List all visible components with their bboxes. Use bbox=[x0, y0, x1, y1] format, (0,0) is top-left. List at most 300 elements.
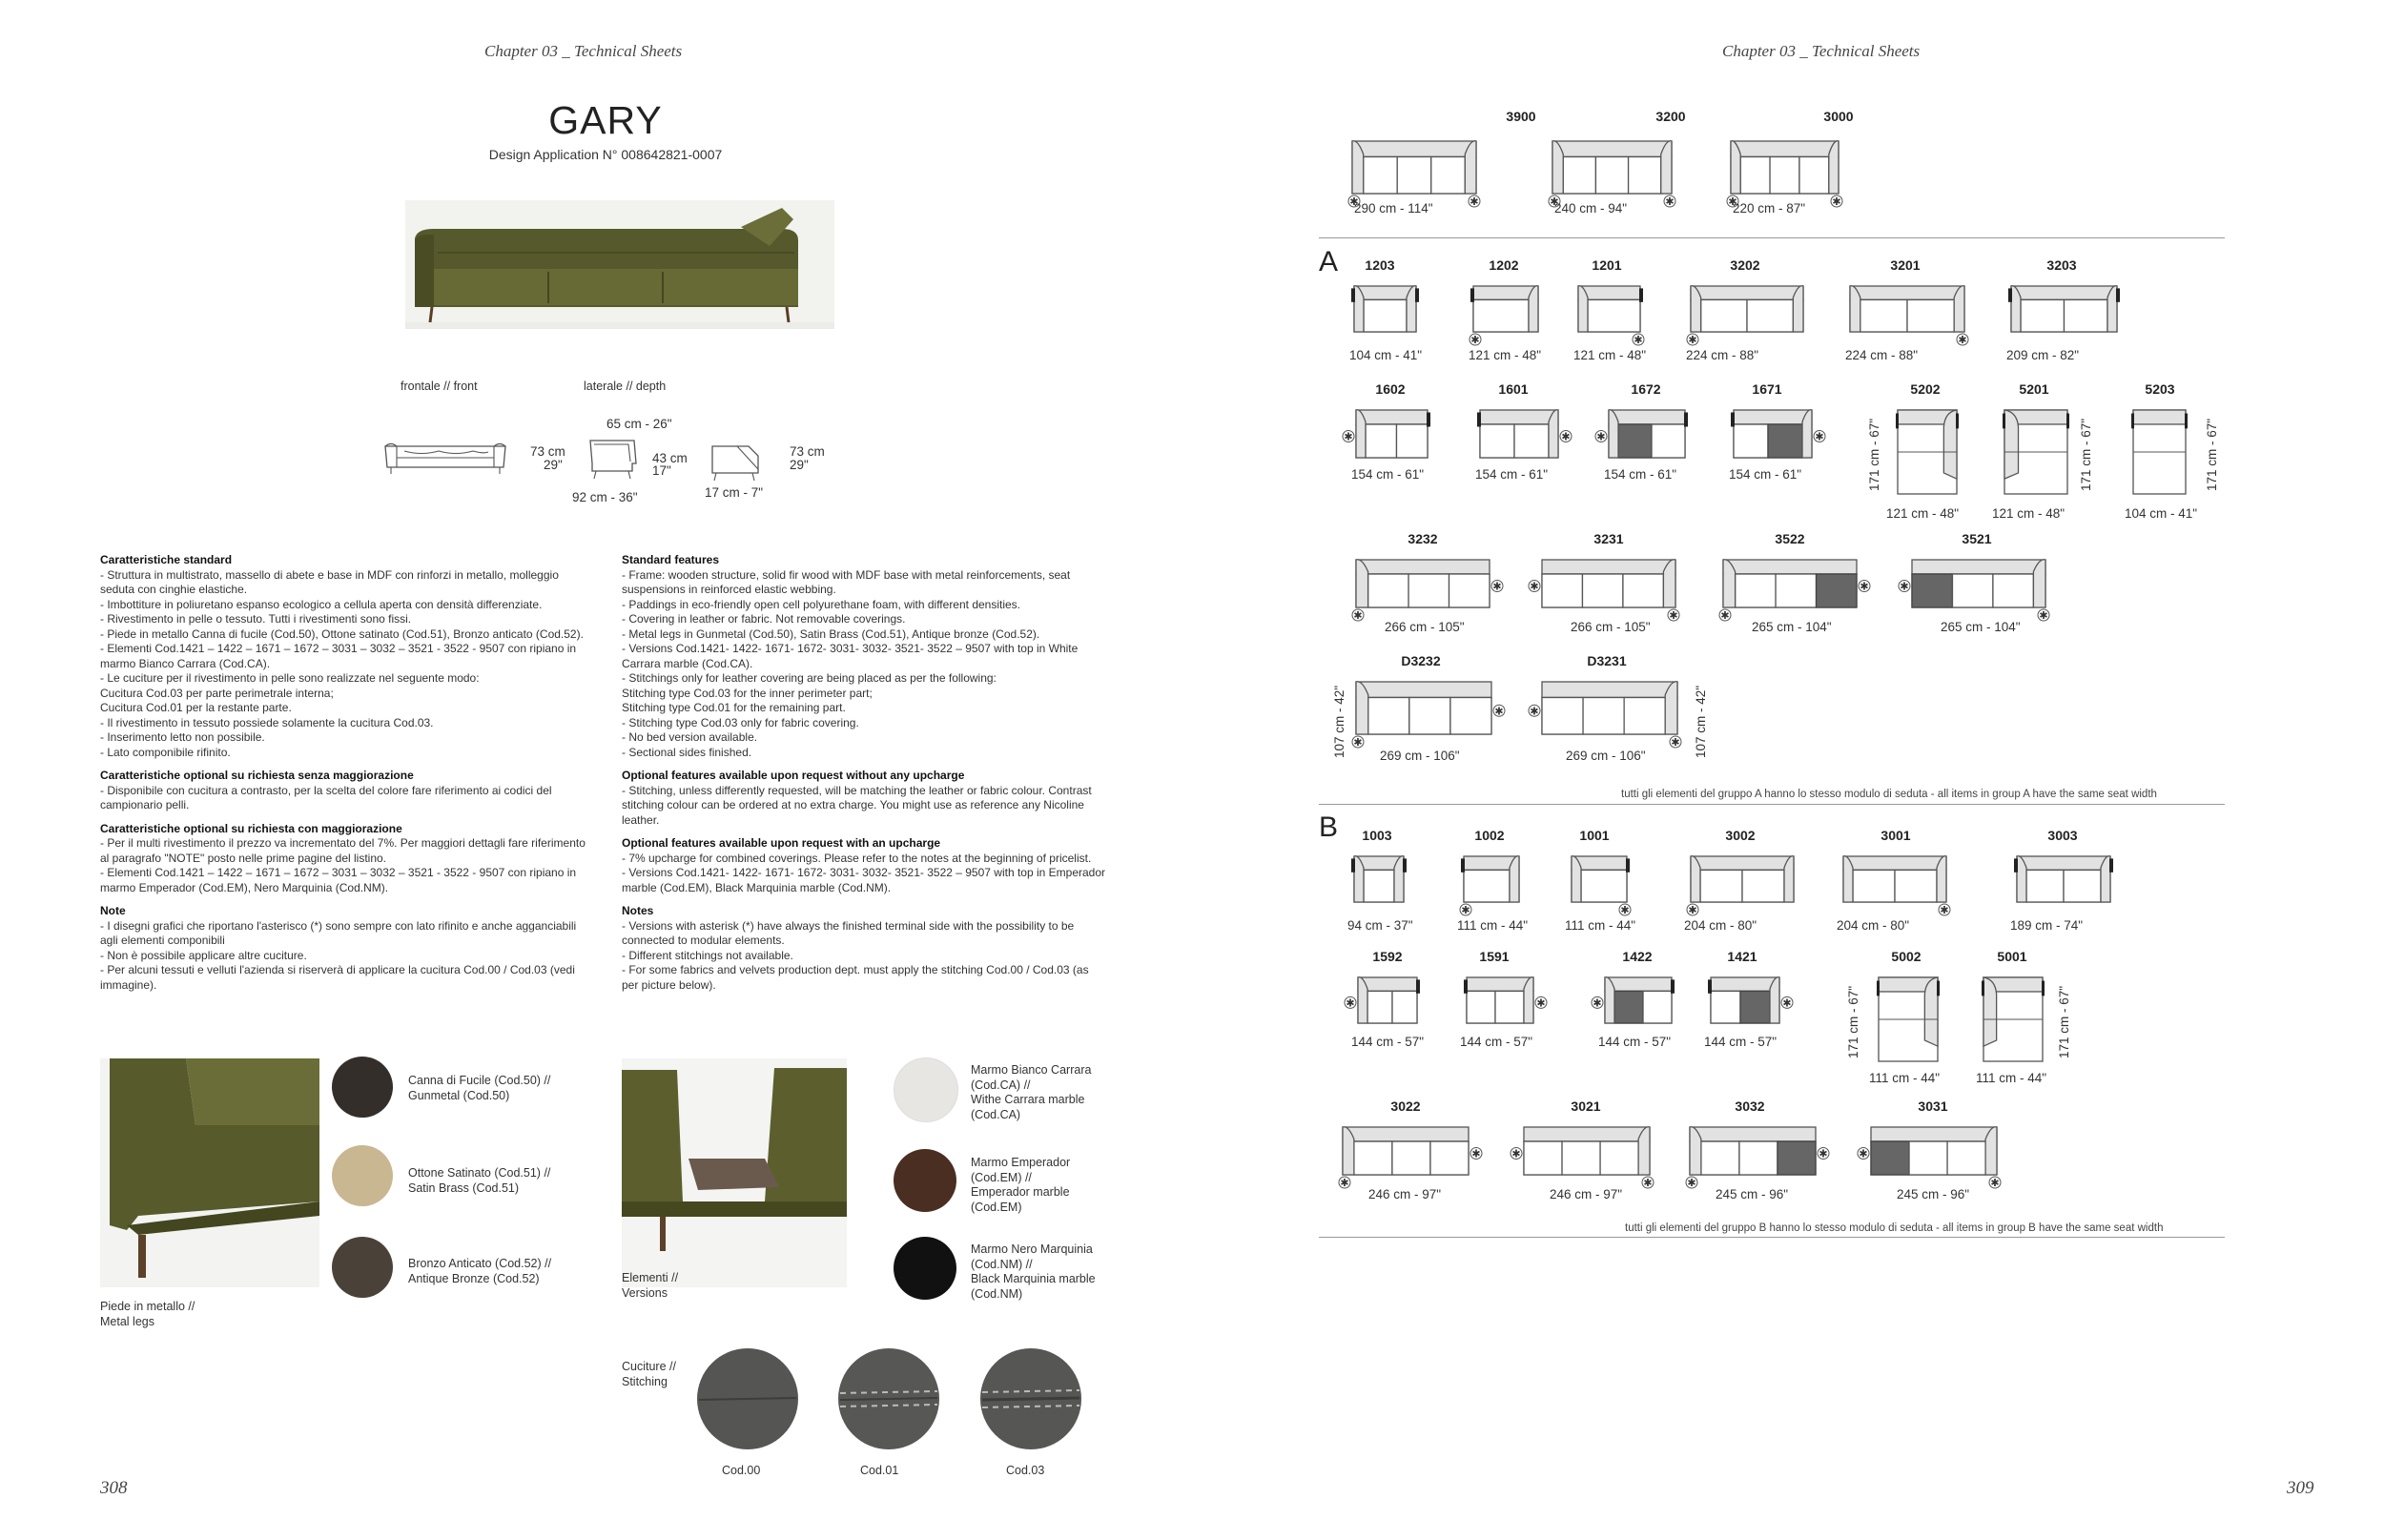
module-code: 1422 bbox=[1622, 949, 1653, 964]
asterisk-icon bbox=[1352, 609, 1364, 622]
svg-text:✱: ✱ bbox=[1349, 195, 1359, 208]
page-number-left: 308 bbox=[100, 1478, 128, 1498]
module-dim: 144 cm - 57" bbox=[1460, 1035, 1533, 1049]
spec-line: - Versions Cod.1421- 1422- 1671- 1672- 3031- 3032- 3521- 3522 – 9507 with top in White Carrara marble (Cod.CA). bbox=[622, 642, 1079, 670]
asterisk-icon bbox=[1345, 996, 1356, 1009]
swatch-marquinia bbox=[894, 1237, 956, 1300]
spec-line: - Inserimento letto non possibile. bbox=[100, 730, 265, 744]
asterisk-icon bbox=[1460, 904, 1471, 916]
module-dim: 121 cm - 48" bbox=[1992, 506, 2065, 521]
asterisk-icon bbox=[1670, 736, 1681, 749]
stitch-code-00: Cod.00 bbox=[722, 1464, 761, 1477]
asterisk-icon bbox=[1668, 609, 1679, 622]
spec-line: - Frame: wooden structure, solid fir wood with MDF base with metal reinforcements, seat suspensions in reinforced elastic webbing. bbox=[622, 567, 1071, 596]
module-code: 5002 bbox=[1891, 949, 1922, 964]
group-a-note: tutti gli elementi del gruppo A hanno lo stesso modulo di seduta - all items in group A have the same seat width bbox=[1621, 789, 2157, 800]
module-dim: 111 cm - 44" bbox=[1457, 918, 1529, 933]
divider-b bbox=[1319, 1237, 2225, 1238]
svg-text:✱: ✱ bbox=[1669, 609, 1678, 622]
svg-text:✱: ✱ bbox=[1688, 904, 1697, 916]
svg-text:✱: ✱ bbox=[1728, 195, 1737, 208]
module-3021-drawing bbox=[1511, 1114, 1663, 1188]
svg-text:✱: ✱ bbox=[1634, 334, 1643, 346]
it-note-title: Note bbox=[100, 904, 126, 917]
label-antique-bronze: Bronzo Anticato (Cod.52) // Antique Bronze (Cod.52) bbox=[408, 1257, 552, 1285]
en-standard-list bbox=[622, 568, 1108, 761]
svg-text:✱: ✱ bbox=[1671, 736, 1680, 749]
asterisk-icon bbox=[1939, 904, 1950, 916]
module-5203-drawing bbox=[2120, 397, 2199, 507]
module-dim: 220 cm - 87" bbox=[1733, 201, 1806, 216]
asterisk-icon bbox=[1511, 1148, 1522, 1160]
module-dim: 265 cm - 104" bbox=[1941, 620, 2021, 634]
asterisk-icon bbox=[1818, 1148, 1829, 1160]
depth-view-drawing bbox=[586, 435, 640, 483]
module-3522-drawing bbox=[1710, 546, 1870, 621]
module-3231-drawing bbox=[1529, 546, 1689, 621]
svg-text:✱: ✱ bbox=[1687, 1177, 1696, 1189]
view-front-label: frontale // front bbox=[401, 380, 478, 393]
sofa-hero-image bbox=[405, 200, 834, 329]
module-dim: 189 cm - 74" bbox=[2010, 918, 2084, 933]
asterisk-icon bbox=[1687, 334, 1698, 346]
versions-photo bbox=[622, 1058, 847, 1287]
asterisk-icon bbox=[1957, 334, 1968, 346]
en-opt-free-title: Optional features available upon request without any upcharge bbox=[622, 769, 965, 782]
spec-line: - Different stitchings not available. bbox=[622, 948, 793, 962]
module-1003-drawing bbox=[1341, 843, 1417, 915]
svg-text:✱: ✱ bbox=[2039, 609, 2048, 622]
spec-line: - Elementi Cod.1421 – 1422 – 1671 – 1672 – 3031 – 3032 – 3521 - 3522 - 9507 con ripiano in marmo Emperador (Cod.EM), Nero Marquinia (Cod.NM). bbox=[100, 866, 577, 894]
module-dim: 224 cm - 88" bbox=[1845, 348, 1919, 362]
asterisk-icon bbox=[1831, 195, 1842, 208]
spec-line: - For some fabrics and velvets production dept. must apply the stitching Cod.00 / Cod.03 (as per picture below). bbox=[622, 963, 1089, 992]
module-3232-drawing bbox=[1343, 546, 1503, 621]
swatch-emperador bbox=[894, 1149, 956, 1212]
asterisk-icon bbox=[1352, 736, 1364, 749]
svg-text:✱: ✱ bbox=[1900, 580, 1909, 593]
asterisk-icon bbox=[1719, 609, 1731, 622]
asterisk-icon bbox=[1469, 334, 1481, 346]
module-5201-drawing bbox=[1991, 397, 2081, 507]
it-standard-title: Caratteristiche standard bbox=[100, 553, 233, 566]
spec-line: - Non è possibile applicare altre cuciture. bbox=[100, 948, 307, 962]
asterisk-icon bbox=[1619, 904, 1631, 916]
design-application: Design Application N° 008642821-0007 bbox=[488, 147, 723, 162]
it-opt-paid-list bbox=[100, 836, 591, 895]
spec-line: - I disegni grafici che riportano l'asterisco (*) sono sempre con lato rifinito e anche agganciabili agli elementi componibili bbox=[100, 918, 577, 947]
svg-text:✱: ✱ bbox=[1344, 430, 1353, 443]
dim-depth: 92 cm - 36" bbox=[572, 490, 638, 504]
module-1601-drawing bbox=[1467, 397, 1572, 471]
module-code: 3522 bbox=[1775, 531, 1805, 546]
en-opt-paid-list bbox=[622, 852, 1108, 896]
asterisk-icon bbox=[1899, 581, 1910, 593]
asterisk-icon bbox=[1989, 1177, 2001, 1189]
arm-view-drawing bbox=[709, 441, 762, 484]
module-1592-drawing bbox=[1345, 964, 1430, 1037]
spec-line: - Stitching, unless differently requested, will be matching the leather or fabric colour. Contrast stitching colour can be ordered at no extra charge. You might use as reference any Nicoline leather. bbox=[622, 783, 1092, 827]
module-5202-drawing bbox=[1884, 397, 1970, 507]
module-code: 1201 bbox=[1592, 257, 1622, 273]
svg-text:✱: ✱ bbox=[1819, 1147, 1828, 1160]
dim-height-a2: 29" bbox=[544, 458, 563, 472]
svg-text:✱: ✱ bbox=[1471, 1147, 1481, 1160]
legs-caption: Piede in metallo // Metal legs bbox=[100, 1300, 195, 1328]
english-specs bbox=[622, 553, 1108, 1001]
spec-line: - Imbottiture in poliuretano espanso ecologico a cellula aperta con densità differenziate. bbox=[100, 597, 543, 611]
module-1001-drawing bbox=[1558, 843, 1640, 915]
svg-text:✱: ✱ bbox=[1593, 996, 1602, 1010]
module-dim: 269 cm - 106" bbox=[1566, 749, 1646, 763]
module-dim: 204 cm - 80" bbox=[1837, 918, 1910, 933]
asterisk-icon bbox=[1343, 431, 1354, 443]
svg-text:✱: ✱ bbox=[1596, 430, 1606, 443]
svg-text:✱: ✱ bbox=[1782, 996, 1792, 1010]
module-1202-drawing bbox=[1460, 273, 1552, 345]
spec-line: - Paddings in eco-friendly open cell polyurethane foam, with different densities. bbox=[622, 597, 1021, 611]
module-code: 3003 bbox=[2047, 828, 2078, 843]
svg-text:✱: ✱ bbox=[1958, 334, 1967, 346]
module-3000-drawing bbox=[1717, 128, 1852, 207]
swatch-antique-bronze bbox=[332, 1237, 393, 1298]
front-view-drawing bbox=[383, 439, 507, 477]
spec-line: - Metal legs in Gunmetal (Cod.50), Satin Brass (Cod.51), Antique bronze (Cod.52). bbox=[622, 626, 1040, 641]
asterisk-icon bbox=[1859, 581, 1870, 593]
spec-line: Stitching type Cod.01 for the remaining part. bbox=[622, 701, 846, 714]
svg-text:✱: ✱ bbox=[1461, 904, 1470, 916]
module-dim: 154 cm - 61" bbox=[1729, 467, 1802, 482]
module-vdim: 171 cm - 67" bbox=[2057, 985, 2071, 1058]
module-dim: 269 cm - 106" bbox=[1380, 749, 1460, 763]
module-dim: 154 cm - 61" bbox=[1475, 467, 1549, 482]
svg-text:✱: ✱ bbox=[1353, 736, 1363, 749]
page-number-right: 309 bbox=[2287, 1478, 2314, 1498]
module-dim: 111 cm - 44" bbox=[1869, 1071, 1941, 1085]
it-opt-free-title: Caratteristiche optional su richiesta senza maggiorazione bbox=[100, 769, 414, 782]
dim-height-a1: 73 cm bbox=[530, 444, 565, 459]
stitch-cod03-swatch bbox=[978, 1346, 1083, 1451]
module-1602-drawing bbox=[1343, 397, 1441, 471]
svg-text:✱: ✱ bbox=[1470, 334, 1480, 346]
module-dim: 204 cm - 80" bbox=[1684, 918, 1757, 933]
module-dim: 94 cm - 37" bbox=[1347, 918, 1413, 933]
svg-text:✱: ✱ bbox=[1550, 195, 1559, 208]
asterisk-icon bbox=[1493, 705, 1505, 717]
module-code: 3200 bbox=[1655, 109, 1686, 124]
svg-text:✱: ✱ bbox=[1940, 904, 1949, 916]
module-dim: 104 cm - 41" bbox=[2125, 506, 2198, 521]
spec-line: - Elementi Cod.1421 – 1422 – 1671 – 1672 – 3031 – 3032 – 3521 - 3522 - 9507 con ripiano in marmo Bianco Carrara (Cod.CA). bbox=[100, 642, 577, 670]
spec-line: - Rivestimento in pelle o tessuto. Tutti i rivestimenti sono fissi. bbox=[100, 612, 412, 626]
module-5002-drawing bbox=[1865, 964, 1951, 1075]
module-code: 5201 bbox=[2019, 381, 2049, 397]
module-code: 5203 bbox=[2145, 381, 2175, 397]
module-dim: 111 cm - 44" bbox=[1565, 918, 1636, 933]
spec-line: - Per alcuni tessuti e velluti l'azienda si riserverà di applicare la cucitura Cod.00 / Cod.03 (vedi immagine). bbox=[100, 963, 575, 992]
module-3032-drawing bbox=[1676, 1114, 1829, 1188]
spec-line: - Disponibile con cucitura a contrasto, per la scelta del colore fare riferimento ai codici del campionario pelli. bbox=[100, 783, 552, 811]
module-code: 3203 bbox=[2046, 257, 2077, 273]
module-3202-drawing bbox=[1677, 273, 1817, 345]
svg-text:✱: ✱ bbox=[1832, 195, 1841, 208]
module-dim: 224 cm - 88" bbox=[1686, 348, 1759, 362]
module-code: 3521 bbox=[1962, 531, 1992, 546]
spec-line: - Le cuciture per il rivestimento in pelle sono realizzate nel seguente modo: bbox=[100, 671, 480, 685]
group-b-letter: B bbox=[1319, 811, 1339, 843]
svg-text:✱: ✱ bbox=[1643, 1177, 1653, 1189]
it-opt-paid-title: Caratteristiche optional su richiesta con maggiorazione bbox=[100, 821, 402, 835]
module-1591-drawing bbox=[1453, 964, 1547, 1037]
page-header-left: Chapter 03 _ Technical Sheets bbox=[484, 42, 683, 60]
module-code: 3022 bbox=[1390, 1099, 1421, 1114]
module-dim: 144 cm - 57" bbox=[1704, 1035, 1778, 1049]
module-dim: 144 cm - 57" bbox=[1351, 1035, 1425, 1049]
view-depth-label: laterale // depth bbox=[584, 380, 667, 393]
module-dim: 245 cm - 96" bbox=[1897, 1187, 1970, 1201]
stitching-caption: Cuciture // Stitching bbox=[622, 1360, 676, 1388]
stitch-code-01: Cod.01 bbox=[860, 1464, 899, 1477]
module-code: 1421 bbox=[1727, 949, 1757, 964]
label-marquinia: Marmo Nero Marquinia (Cod.NM) // Black Marquinia marble (Cod.NM) bbox=[971, 1242, 1096, 1301]
module-code: 1672 bbox=[1631, 381, 1661, 397]
en-opt-free-list bbox=[622, 784, 1108, 829]
module-dim: 111 cm - 44" bbox=[1976, 1071, 2047, 1085]
module-code: 1002 bbox=[1474, 828, 1505, 843]
asterisk-icon bbox=[1642, 1177, 1654, 1189]
module-D3232-drawing bbox=[1343, 668, 1505, 748]
asterisk-icon bbox=[1339, 1177, 1350, 1189]
svg-text:✱: ✱ bbox=[1665, 195, 1675, 208]
module-code: 3231 bbox=[1593, 531, 1624, 546]
it-standard-list bbox=[100, 568, 591, 761]
asterisk-icon bbox=[1491, 581, 1503, 593]
asterisk-icon bbox=[1470, 1148, 1482, 1160]
module-code: 1003 bbox=[1362, 828, 1392, 843]
svg-text:✱: ✱ bbox=[1492, 580, 1502, 593]
asterisk-icon bbox=[1858, 1148, 1869, 1160]
svg-text:✱: ✱ bbox=[1859, 1147, 1868, 1160]
asterisk-icon bbox=[1529, 581, 1540, 593]
module-dim: 240 cm - 94" bbox=[1554, 201, 1628, 216]
module-3521-drawing bbox=[1899, 546, 2059, 621]
spec-line: - Stitching type Cod.03 only for fabric covering. bbox=[622, 715, 859, 729]
dim-width-top: 65 cm - 26" bbox=[606, 417, 672, 431]
module-3200-drawing bbox=[1539, 128, 1685, 207]
module-3203-drawing bbox=[1998, 273, 2130, 345]
asterisk-icon bbox=[1560, 431, 1572, 443]
module-code: D3232 bbox=[1401, 653, 1441, 668]
svg-text:✱: ✱ bbox=[1561, 430, 1571, 443]
en-standard-title: Standard features bbox=[622, 553, 720, 566]
module-code: 1602 bbox=[1375, 381, 1406, 397]
asterisk-icon bbox=[2038, 609, 2049, 622]
asterisk-icon bbox=[1529, 705, 1540, 717]
it-note-list bbox=[100, 919, 591, 994]
spec-line: Cucitura Cod.01 per la restante parte. bbox=[100, 701, 292, 714]
svg-text:✱: ✱ bbox=[1860, 580, 1869, 593]
page-header-right: Chapter 03 _ Technical Sheets bbox=[1722, 42, 1921, 60]
en-opt-paid-title: Optional features available upon request with an upcharge bbox=[622, 836, 941, 850]
module-dim: 246 cm - 97" bbox=[1368, 1187, 1442, 1201]
svg-text:✱: ✱ bbox=[1815, 430, 1824, 443]
module-3900-drawing bbox=[1339, 128, 1490, 207]
spec-line: - Stitchings only for leather covering are being placed as per the following: bbox=[622, 671, 997, 685]
module-vdim: 171 cm - 67" bbox=[2205, 418, 2219, 491]
asterisk-icon bbox=[1633, 334, 1644, 346]
module-dim: 154 cm - 61" bbox=[1351, 467, 1425, 482]
svg-text:✱: ✱ bbox=[1990, 1177, 2000, 1189]
spec-line: - No bed version available. bbox=[622, 730, 758, 744]
spec-line: - Covering in leather or fabric. Not removable coverings. bbox=[622, 612, 906, 626]
module-code: 3201 bbox=[1890, 257, 1921, 273]
module-code: 1601 bbox=[1498, 381, 1529, 397]
it-opt-free-list bbox=[100, 784, 591, 813]
module-1671-drawing bbox=[1720, 397, 1825, 471]
divider-top bbox=[1319, 237, 2225, 238]
svg-text:✱: ✱ bbox=[1688, 334, 1697, 346]
asterisk-icon bbox=[1595, 431, 1607, 443]
module-1201-drawing bbox=[1565, 273, 1654, 345]
module-dim: 209 cm - 82" bbox=[2006, 348, 2080, 362]
module-3031-drawing bbox=[1858, 1114, 2010, 1188]
module-3002-drawing bbox=[1677, 843, 1807, 915]
module-code: 1001 bbox=[1579, 828, 1610, 843]
dim-height-b1: 73 cm bbox=[790, 444, 825, 459]
module-code: 1592 bbox=[1372, 949, 1403, 964]
module-vdim: 107 cm - 42" bbox=[1694, 685, 1708, 758]
spec-line: Cucitura Cod.03 per parte perimetrale interna; bbox=[100, 686, 334, 700]
module-code: 3232 bbox=[1408, 531, 1438, 546]
en-note-list bbox=[622, 919, 1108, 994]
module-dim: 154 cm - 61" bbox=[1604, 467, 1677, 482]
versions-caption: Elementi // Versions bbox=[622, 1271, 679, 1300]
module-code: 1202 bbox=[1489, 257, 1519, 273]
module-dim: 121 cm - 48" bbox=[1573, 348, 1647, 362]
module-dim: 121 cm - 48" bbox=[1469, 348, 1542, 362]
asterisk-icon bbox=[1469, 195, 1480, 208]
spec-line: Stitching type Cod.03 for the inner perimeter part; bbox=[622, 686, 873, 700]
label-gunmetal: Canna di Fucile (Cod.50) // Gunmetal (Cod.50) bbox=[408, 1074, 551, 1102]
svg-text:✱: ✱ bbox=[1469, 195, 1479, 208]
module-5001-drawing bbox=[1970, 964, 2056, 1075]
module-1422-drawing bbox=[1592, 964, 1685, 1037]
spec-line: - Versions Cod.1421- 1422- 1671- 1672- 3031- 3032- 3521- 3522 – 9507 with top in Emperador marble (Cod.EM), Black Marquinia marble (Cod.NM). bbox=[622, 866, 1106, 894]
product-title: GARY bbox=[548, 98, 663, 142]
module-code: 1591 bbox=[1479, 949, 1510, 964]
module-dim: 290 cm - 114" bbox=[1354, 201, 1433, 216]
asterisk-icon bbox=[1535, 996, 1547, 1009]
group-b-note: tutti gli elementi del gruppo B hanno lo stesso modulo di seduta - all items in group B have the same seat width bbox=[1625, 1222, 2164, 1234]
svg-text:✱: ✱ bbox=[1511, 1147, 1521, 1160]
module-code: 3001 bbox=[1880, 828, 1911, 843]
module-dim: 266 cm - 105" bbox=[1385, 620, 1465, 634]
dim-height-b2: 29" bbox=[790, 458, 809, 472]
svg-text:✱: ✱ bbox=[1720, 609, 1730, 622]
svg-text:✱: ✱ bbox=[1530, 705, 1539, 718]
spec-line: - Piede in metallo Canna di fucile (Cod.50), Ottone satinato (Cod.51), Bronzo anticato (Cod.52). bbox=[100, 626, 584, 641]
module-dim: 104 cm - 41" bbox=[1349, 348, 1423, 362]
module-vdim: 171 cm - 67" bbox=[1846, 985, 1860, 1058]
module-dim: 246 cm - 97" bbox=[1550, 1187, 1623, 1201]
module-1672-drawing bbox=[1595, 397, 1698, 471]
module-dim: 121 cm - 48" bbox=[1886, 506, 1960, 521]
spec-line: - Struttura in multistrato, massello di abete e base in MDF con rinforzi in metallo, molleggio seduta con cinghie elastiche. bbox=[100, 567, 559, 596]
module-code: 3032 bbox=[1735, 1099, 1765, 1114]
module-code: 3031 bbox=[1918, 1099, 1948, 1114]
svg-text:✱: ✱ bbox=[1536, 996, 1546, 1010]
module-dim: 245 cm - 96" bbox=[1716, 1187, 1789, 1201]
module-D3231-drawing bbox=[1529, 668, 1691, 748]
italian-specs bbox=[100, 553, 591, 1001]
module-1203-drawing bbox=[1341, 273, 1429, 345]
module-code: 3202 bbox=[1730, 257, 1760, 273]
asterisk-icon bbox=[1592, 996, 1603, 1009]
swatch-gunmetal bbox=[332, 1057, 393, 1118]
module-code: 1671 bbox=[1752, 381, 1782, 397]
dim-arm: 17 cm - 7" bbox=[705, 485, 764, 500]
svg-text:✱: ✱ bbox=[1340, 1177, 1349, 1189]
svg-text:✱: ✱ bbox=[1620, 904, 1630, 916]
label-emperador: Marmo Emperador (Cod.EM) // Emperador marble (Cod.EM) bbox=[971, 1156, 1071, 1214]
module-code: 3021 bbox=[1571, 1099, 1601, 1114]
swatch-carrara bbox=[894, 1057, 958, 1122]
divider-a bbox=[1319, 804, 2225, 805]
module-vdim: 107 cm - 42" bbox=[1332, 685, 1346, 758]
module-dim: 266 cm - 105" bbox=[1571, 620, 1651, 634]
stitch-cod00-swatch bbox=[695, 1346, 800, 1451]
asterisk-icon bbox=[1664, 195, 1675, 208]
module-vdim: 171 cm - 67" bbox=[1867, 418, 1881, 491]
en-note-title: Notes bbox=[622, 904, 654, 917]
group-a-letter: A bbox=[1319, 246, 1339, 277]
stitch-code-03: Cod.03 bbox=[1006, 1464, 1045, 1477]
module-code: 5202 bbox=[1910, 381, 1941, 397]
spec-line: - Sectional sides finished. bbox=[622, 745, 752, 759]
module-3003-drawing bbox=[2004, 843, 2124, 915]
label-carrara: Marmo Bianco Carrara (Cod.CA) // Withe Carrara marble (Cod.CA) bbox=[971, 1063, 1092, 1121]
svg-text:✱: ✱ bbox=[1353, 609, 1363, 622]
label-satin-brass: Ottone Satinato (Cod.51) // Satin Brass (Cod.51) bbox=[408, 1166, 551, 1195]
spec-line: - Lato componibile rifinito. bbox=[100, 745, 231, 759]
svg-text:✱: ✱ bbox=[1494, 705, 1504, 718]
module-vdim: 171 cm - 67" bbox=[2079, 418, 2093, 491]
module-code: D3231 bbox=[1587, 653, 1627, 668]
stitch-cod01-swatch bbox=[836, 1346, 941, 1451]
asterisk-icon bbox=[1781, 996, 1793, 1009]
swatch-satin-brass bbox=[332, 1145, 393, 1206]
svg-text:✱: ✱ bbox=[1346, 996, 1355, 1010]
module-1421-drawing bbox=[1697, 964, 1793, 1037]
svg-text:✱: ✱ bbox=[1530, 580, 1539, 593]
module-code: 3000 bbox=[1823, 109, 1854, 124]
module-code: 1203 bbox=[1365, 257, 1395, 273]
dim-seat-h1: 43 cm bbox=[652, 451, 688, 465]
spec-line: - Per il multi rivestimento il prezzo va incrementato del 7%. Per maggiori dettagli fare riferimento al paragrafo "NOTE" posto nelle prime pagine del listino. bbox=[100, 836, 586, 865]
asterisk-icon bbox=[1814, 431, 1825, 443]
module-code: 3002 bbox=[1725, 828, 1756, 843]
module-1002-drawing bbox=[1450, 843, 1532, 915]
module-3201-drawing bbox=[1837, 273, 1978, 345]
module-code: 5001 bbox=[1997, 949, 2027, 964]
module-dim: 144 cm - 57" bbox=[1598, 1035, 1672, 1049]
module-3001-drawing bbox=[1830, 843, 1960, 915]
module-code: 3900 bbox=[1506, 109, 1536, 124]
spec-line: - Il rivestimento in tessuto possiede solamente la cucitura Cod.03. bbox=[100, 715, 434, 729]
module-dim: 265 cm - 104" bbox=[1752, 620, 1832, 634]
spec-line: - 7% upcharge for combined coverings. Please refer to the notes at the beginning of pricelist. bbox=[622, 851, 1092, 865]
metal-leg-photo bbox=[100, 1058, 319, 1287]
